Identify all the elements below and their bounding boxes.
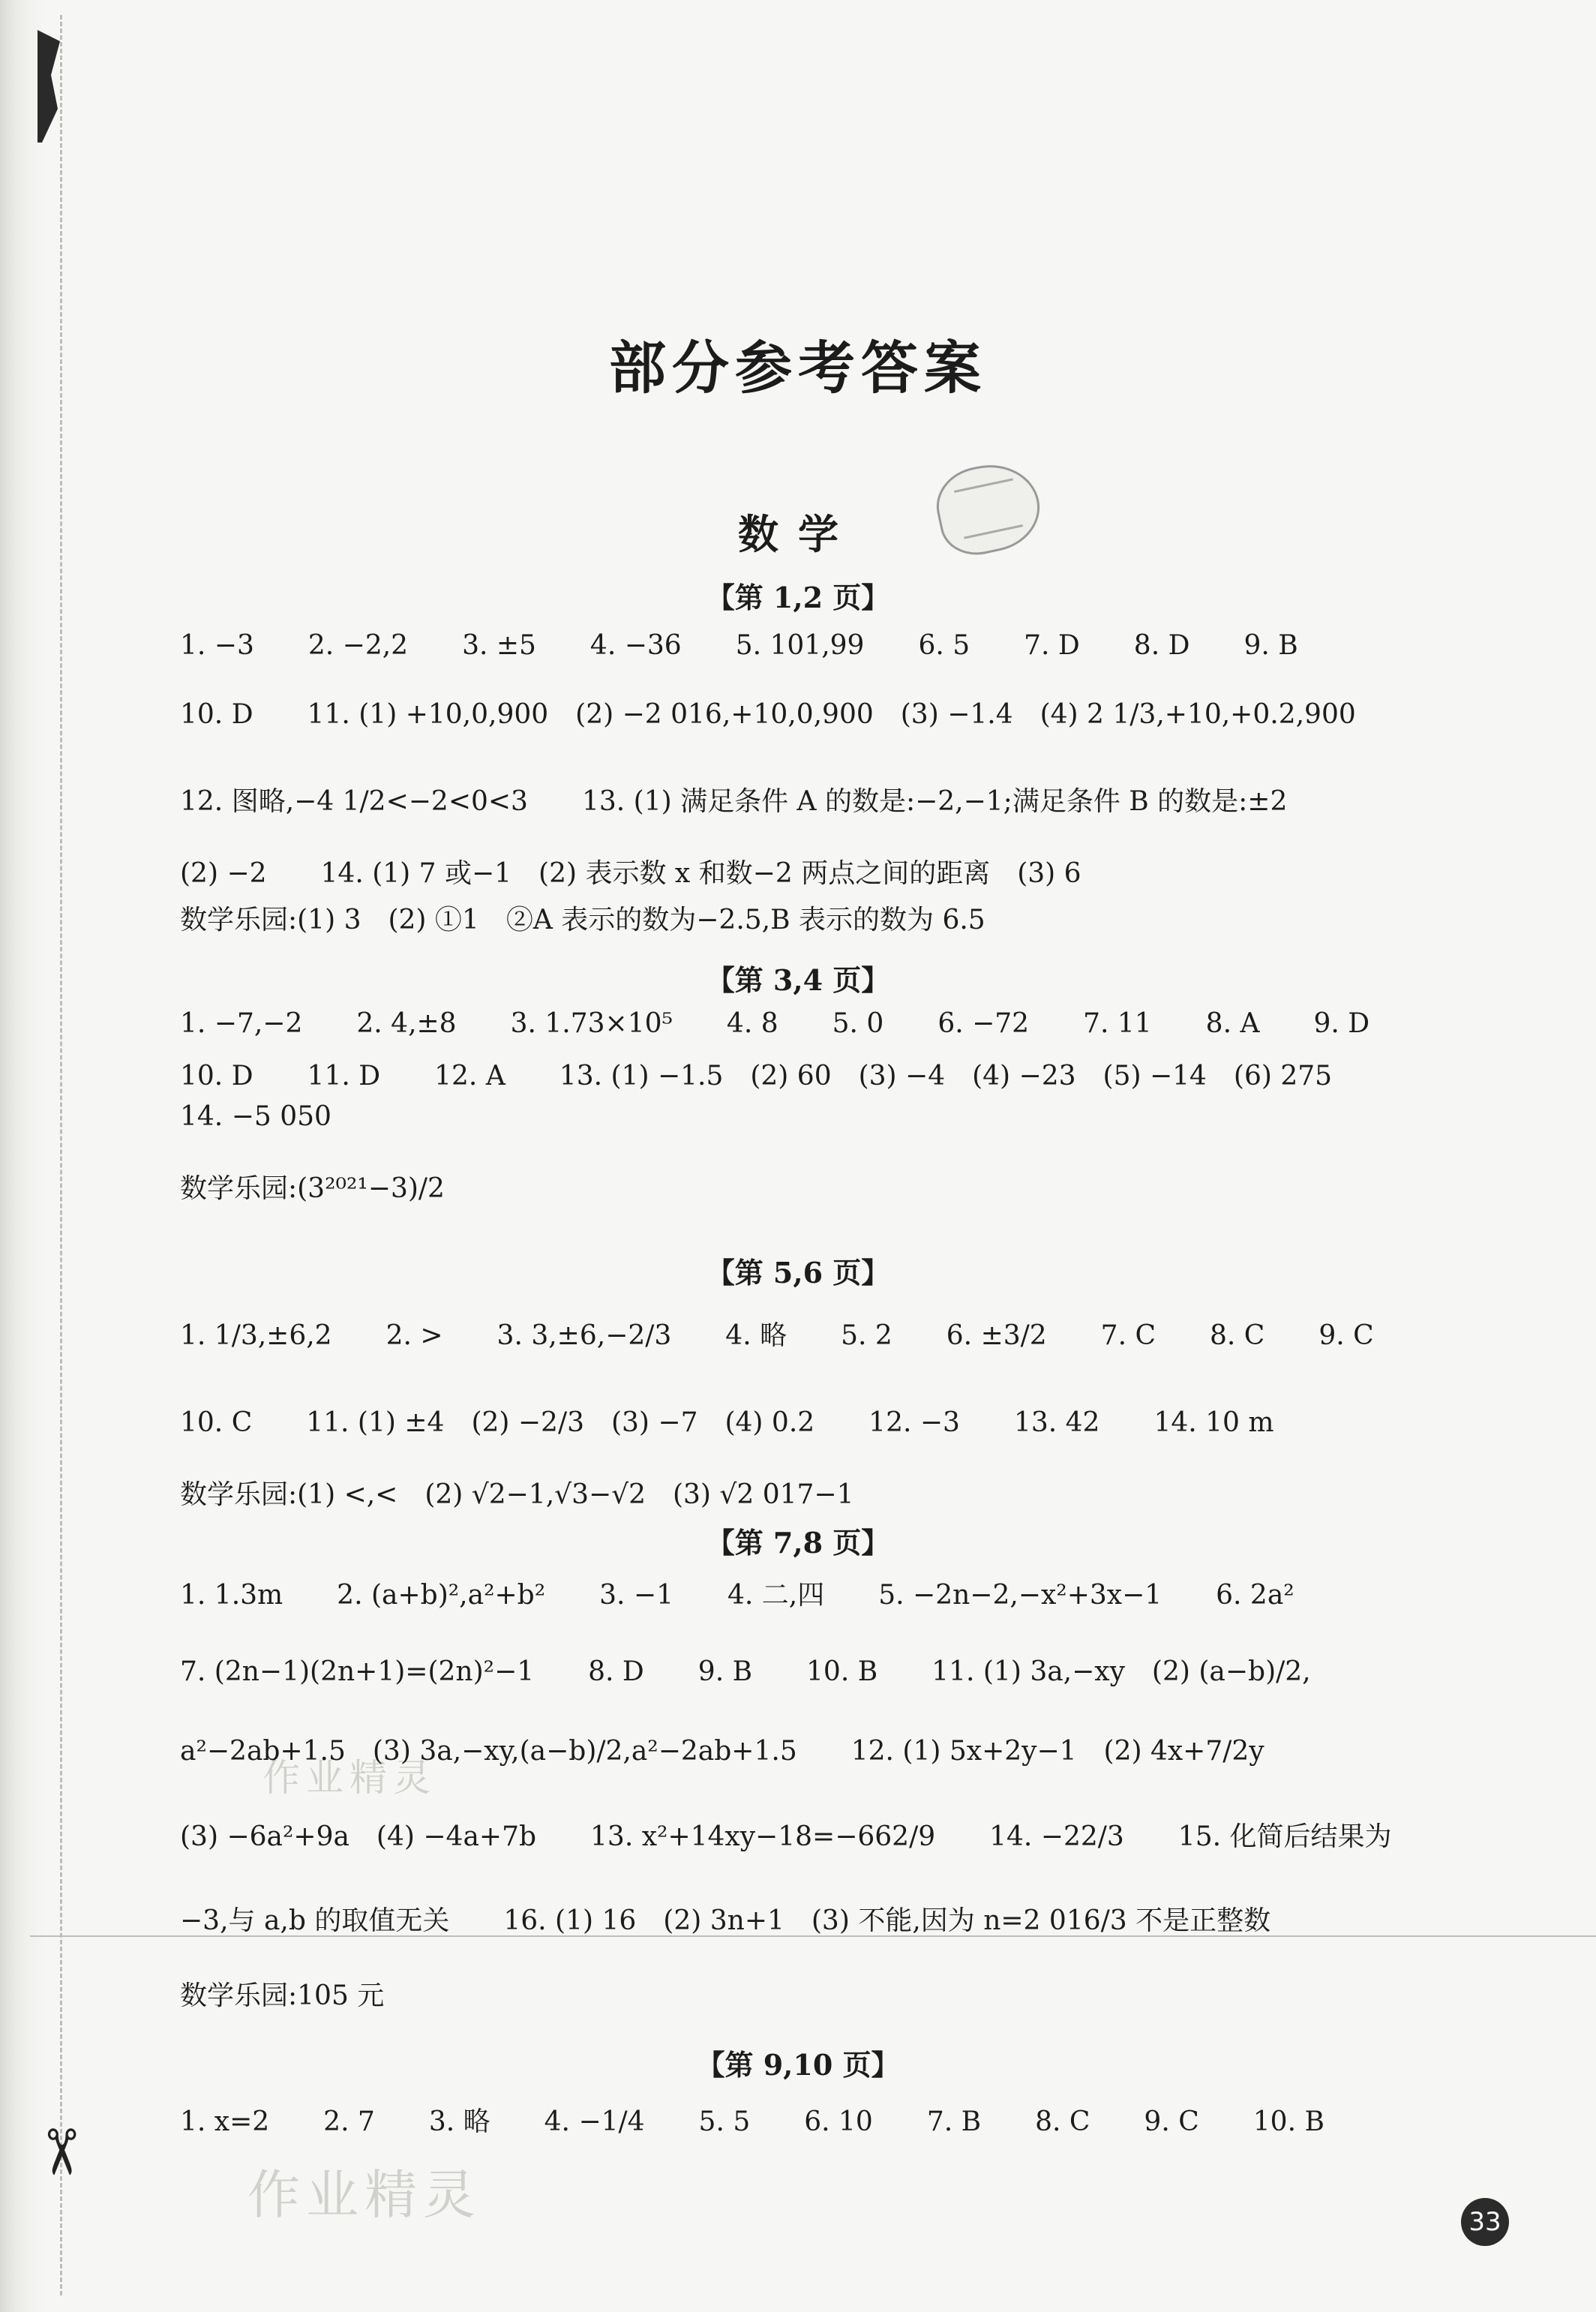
section-header: 【第 3,4 页】 <box>706 963 890 997</box>
page-number: 33 <box>1461 2198 1509 2246</box>
answer-line: 1. 1.3m 2. (a+b)²,a²+b² 3. −1 4. 二,四 5. −2n−2,−x²+3x−1 6. 2a² <box>180 1580 1294 1611</box>
answer-line: 1. 1/3,±6,2 2. > 3. 3,±6,−2/3 4. 略 5. 2 6. ±3/2 7. C 8. C 9. C <box>180 1320 1374 1351</box>
subject-heading: 数学 <box>738 510 858 558</box>
page-title: 部分参考答案 <box>609 335 987 401</box>
answer-line: 7. (2n−1)(2n+1)=(2n)²−1 8. D 9. B 10. B 11. (1) 3a,−xy (2) (a−b)/2, <box>180 1656 1311 1687</box>
answer-line: 10. D 11. D 12. A 13. (1) −1.5 (2) 60 (3) −4 (4) −23 (5) −14 (6) 275 <box>180 1061 1333 1091</box>
answer-line: (3) −6a²+9a (4) −4a+7b 13. x²+14xy−18=−662/9 14. −22/3 15. 化简后结果为 <box>180 1821 1392 1852</box>
watermark: 作业精灵 <box>262 1756 436 1800</box>
answer-line: (2) −2 14. (1) 7 或−1 (2) 表示数 x 和数−2 两点之间的距离 (3) 6 <box>180 858 1082 889</box>
answer-line: 数学乐园:(1) <,< (2) √2−1,√3−√2 (3) √2 017−1 <box>180 1479 854 1510</box>
answer-line: a²−2ab+1.5 (3) 3a,−xy,(a−b)/2,a²−2ab+1.5 12. (1) 5x+2y−1 (2) 4x+7/2y <box>180 1736 1264 1767</box>
section-header: 【第 7,8 页】 <box>706 1526 890 1560</box>
section-header: 【第 1,2 页】 <box>706 581 890 614</box>
answer-line: 数学乐园:(3²⁰²¹−3)/2 <box>180 1173 445 1204</box>
answer-line: 10. D 11. (1) +10,0,900 (2) −2 016,+10,0,900 (3) −1.4 (4) 2 1/3,+10,+0.2,900 <box>180 699 1356 730</box>
section-header: 【第 9,10 页】 <box>696 2048 900 2082</box>
answer-line: 14. −5 050 <box>180 1101 332 1132</box>
answer-line: 1. −3 2. −2,2 3. ±5 4. −36 5. 101,99 6. 5 7. D 8. D 9. B <box>180 630 1298 661</box>
answer-line: 数学乐园:(1) 3 (2) ①1 ②A 表示的数为−2.5,B 表示的数为 6.5 <box>180 905 986 935</box>
answer-line: 1. x=2 2. 7 3. 略 4. −1/4 5. 5 6. 10 7. B 8. C 9. C 10. B <box>180 2106 1324 2137</box>
answer-line: 12. 图略,−4 1/2<−2<0<3 13. (1) 满足条件 A 的数是:−2,−1;满足条件 B 的数是:±2 <box>180 786 1288 817</box>
section-header: 【第 5,6 页】 <box>706 1256 890 1290</box>
answer-line: −3,与 a,b 的取值无关 16. (1) 16 (2) 3n+1 (3) 不能,因为 n=2 016/3 不是正整数 <box>180 1905 1271 1936</box>
answer-line: 数学乐园:105 元 <box>180 1980 385 2011</box>
torn-edge <box>38 30 60 143</box>
watermark: 作业精灵 <box>248 2164 482 2226</box>
answer-line: 10. C 11. (1) ±4 (2) −2/3 (3) −7 (4) 0.2 12. −3 13. 42 14. 10 m <box>180 1407 1274 1438</box>
scissors-icon: ✂ <box>24 2125 98 2179</box>
answer-line: 1. −7,−2 2. 4,±8 3. 1.73×10⁵ 4. 8 5. 0 6. −72 7. 11 8. A 9. D <box>180 1008 1370 1039</box>
